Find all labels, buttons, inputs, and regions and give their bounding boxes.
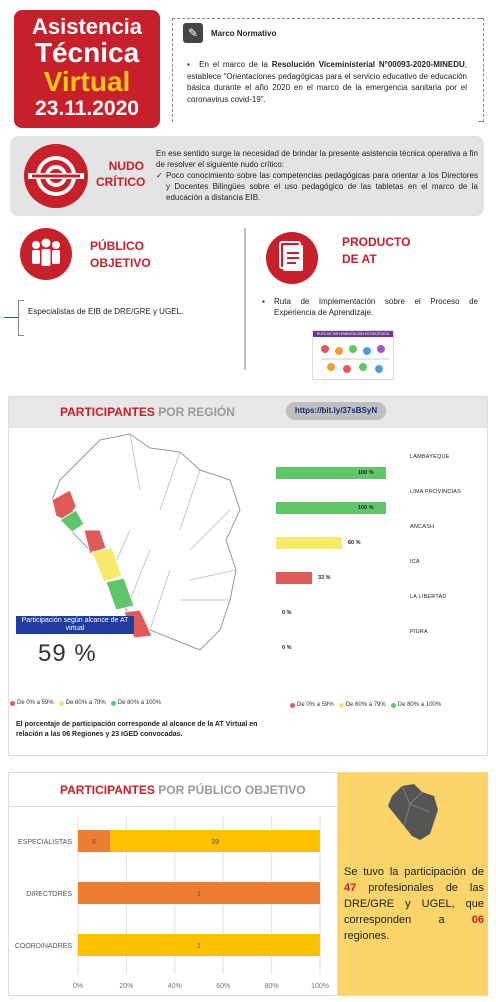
segment-value-label: 1 bbox=[197, 943, 201, 950]
marco-normativo bbox=[172, 18, 480, 122]
legend-dot bbox=[339, 703, 344, 708]
segment-value-label: 39 bbox=[211, 839, 220, 846]
region-title-gray: POR REGIÓN bbox=[158, 405, 235, 419]
segment-value-label: 6 bbox=[92, 839, 97, 846]
x-tick-label: 80% bbox=[264, 983, 279, 990]
nudo-critico bbox=[10, 136, 484, 216]
summary-count: 47 bbox=[344, 882, 357, 894]
region-name-label: ICA bbox=[410, 559, 420, 565]
marco-bracket bbox=[478, 18, 484, 122]
producto-label2: DE AT bbox=[342, 252, 377, 266]
region-name-label: LA LIBERTAD bbox=[410, 594, 447, 600]
publico-text: Especialistas de EIB de DRE/GRE y UGEL. bbox=[28, 307, 184, 316]
nudo-label2: CRÍTICO bbox=[96, 175, 146, 189]
region-name-label: LIMA PROVINCIAS bbox=[410, 489, 461, 495]
legend-dot bbox=[111, 701, 116, 706]
participation-value: 59 % bbox=[38, 640, 97, 667]
publico-connector bbox=[4, 317, 18, 318]
bullet: ▪ bbox=[187, 60, 192, 69]
nudo-label1: NUDO bbox=[108, 159, 144, 173]
region-pct-label: 33 % bbox=[318, 575, 331, 581]
marco-body bbox=[187, 59, 467, 105]
title-box bbox=[14, 10, 160, 128]
region-title-red: PARTICIPANTES bbox=[60, 405, 155, 419]
region-pct-label: 60 % bbox=[348, 540, 361, 546]
region-name-label: PIURA bbox=[410, 629, 428, 635]
thumb-title: RUTA DE IMPLEMENTACIÓN ESTRATÉGICA bbox=[313, 331, 393, 337]
summary-regions: 06 bbox=[471, 914, 484, 926]
check-icon: ✓ bbox=[156, 171, 163, 180]
region-bar bbox=[276, 572, 312, 584]
knot-icon bbox=[24, 144, 88, 208]
publico-bar-chart bbox=[8, 808, 338, 994]
divider bbox=[8, 806, 338, 807]
legend-label: De 60% a 79% bbox=[65, 700, 106, 706]
region-footnote: El porcentaje de participación corresponde al alcance de la AT Virtual en relación a las 06 Regiones y 23 IGED convocadas. bbox=[16, 721, 258, 738]
x-tick-label: 40% bbox=[167, 983, 182, 990]
marco-text-a: En el marco de la bbox=[199, 60, 272, 69]
publico-chart-title-red: PARTICIPANTES bbox=[60, 783, 155, 797]
producto-label1: PRODUCTO bbox=[342, 235, 411, 249]
region-pct-label: 0 % bbox=[282, 610, 292, 616]
region-bar bbox=[276, 537, 342, 549]
divider bbox=[244, 228, 246, 370]
legend-label: De 80% a 100% bbox=[397, 702, 442, 708]
summary-c: regiones. bbox=[344, 930, 390, 942]
category-label: ESPECIALISTAS bbox=[18, 839, 72, 846]
legend-item bbox=[59, 700, 106, 706]
summary-panel bbox=[338, 772, 488, 996]
people-icon bbox=[20, 228, 72, 280]
title-line1: Asistencia bbox=[31, 14, 143, 39]
region-pct-label: 100 % bbox=[358, 505, 374, 511]
marco-resolution: Resolución Viceministerial N°00093-2020-MINEDU bbox=[271, 60, 465, 69]
legend-dot bbox=[391, 703, 396, 708]
legend-dot bbox=[10, 701, 15, 706]
title-line3: Virtual bbox=[43, 66, 131, 97]
legend-label: De 60% a 79% bbox=[345, 702, 386, 708]
legend-label: De 0% a 59% bbox=[297, 702, 334, 708]
publico-label1: PÚBLICO bbox=[90, 239, 144, 253]
legend-label: De 0% a 59% bbox=[17, 700, 54, 706]
marco-text-b: , establece “Orientaciones pedagógicas para el servicio educativo de educación básica durante el año 2020 en el marco de la emergencia sanitaria por el coronavirus covid-19”. bbox=[187, 60, 467, 104]
x-tick-label: 100% bbox=[311, 983, 329, 990]
title-line2: Técnica bbox=[34, 37, 140, 68]
segment-value-label: 1 bbox=[197, 891, 201, 898]
publico-bracket bbox=[18, 300, 24, 336]
publico-label2: OBJETIVO bbox=[90, 256, 151, 270]
summary-a: Se tuvo la participación de bbox=[344, 866, 484, 878]
publico-label bbox=[90, 238, 151, 272]
participation-label: Participación según alcance de AT virtual bbox=[16, 616, 134, 634]
legend-item bbox=[391, 702, 441, 708]
title-date: 23.11.2020 bbox=[35, 97, 139, 120]
legend-label: De 80% a 100% bbox=[117, 700, 162, 706]
x-tick-label: 0% bbox=[72, 983, 84, 990]
legend-dot bbox=[290, 703, 295, 708]
nudo-text bbox=[156, 148, 478, 203]
producto-label bbox=[342, 234, 410, 268]
legend-item bbox=[290, 702, 334, 708]
peru-map-icon bbox=[382, 782, 442, 844]
region-name-label: LAMBAYEQUE bbox=[410, 454, 450, 460]
map-legend bbox=[10, 700, 166, 706]
summary-text bbox=[344, 864, 484, 944]
document-icon bbox=[266, 232, 318, 284]
region-url-link[interactable]: https://bit.ly/37sBSyN bbox=[286, 402, 386, 420]
nudo-label bbox=[96, 158, 144, 190]
legend-item bbox=[111, 700, 161, 706]
nudo-point: Poco conocimiento sobre las competencias pedagógicas para orientar a los Directores y Docentes Bilingües sobre el uso pedagógico de las tabletas en el marco de la educación a distancia EIB. bbox=[166, 171, 478, 202]
producto-text bbox=[262, 296, 478, 318]
category-label: DIRECTORES bbox=[26, 891, 72, 898]
producto-desc: Ruta de Implementación sobre el Proceso de Experiencia de Aprendizaje. bbox=[274, 297, 478, 317]
legend-dot bbox=[59, 701, 64, 706]
region-name-label: ANCASH bbox=[410, 524, 435, 530]
publico-chart-title-gray: POR PÚBLICO OBJETIVO bbox=[158, 783, 306, 797]
nudo-intro: En ese sentido surge la necesidad de brindar la presente asistencia técnica operativa a fin de resolver el siguiente nudo crítico: bbox=[156, 149, 478, 169]
legend-item bbox=[339, 702, 386, 708]
x-tick-label: 60% bbox=[216, 983, 231, 990]
region-bar-chart bbox=[270, 450, 480, 670]
edit-icon: ✎ bbox=[183, 23, 203, 43]
bullet: ▪ bbox=[262, 297, 265, 306]
region-pct-label: 100 % bbox=[358, 470, 374, 476]
category-label: COORDINADRES bbox=[14, 943, 72, 950]
legend-item bbox=[10, 700, 54, 706]
summary-b: profesionales de las DRE/GRE y UGEL, que corresponden a bbox=[344, 882, 484, 926]
x-tick-label: 20% bbox=[119, 983, 134, 990]
marco-heading: Marco Normativo bbox=[211, 29, 277, 38]
route-thumbnail[interactable] bbox=[312, 330, 394, 380]
region-pct-label: 0 % bbox=[282, 645, 292, 651]
bar-legend bbox=[290, 702, 446, 708]
publico-chart-title bbox=[60, 783, 306, 797]
